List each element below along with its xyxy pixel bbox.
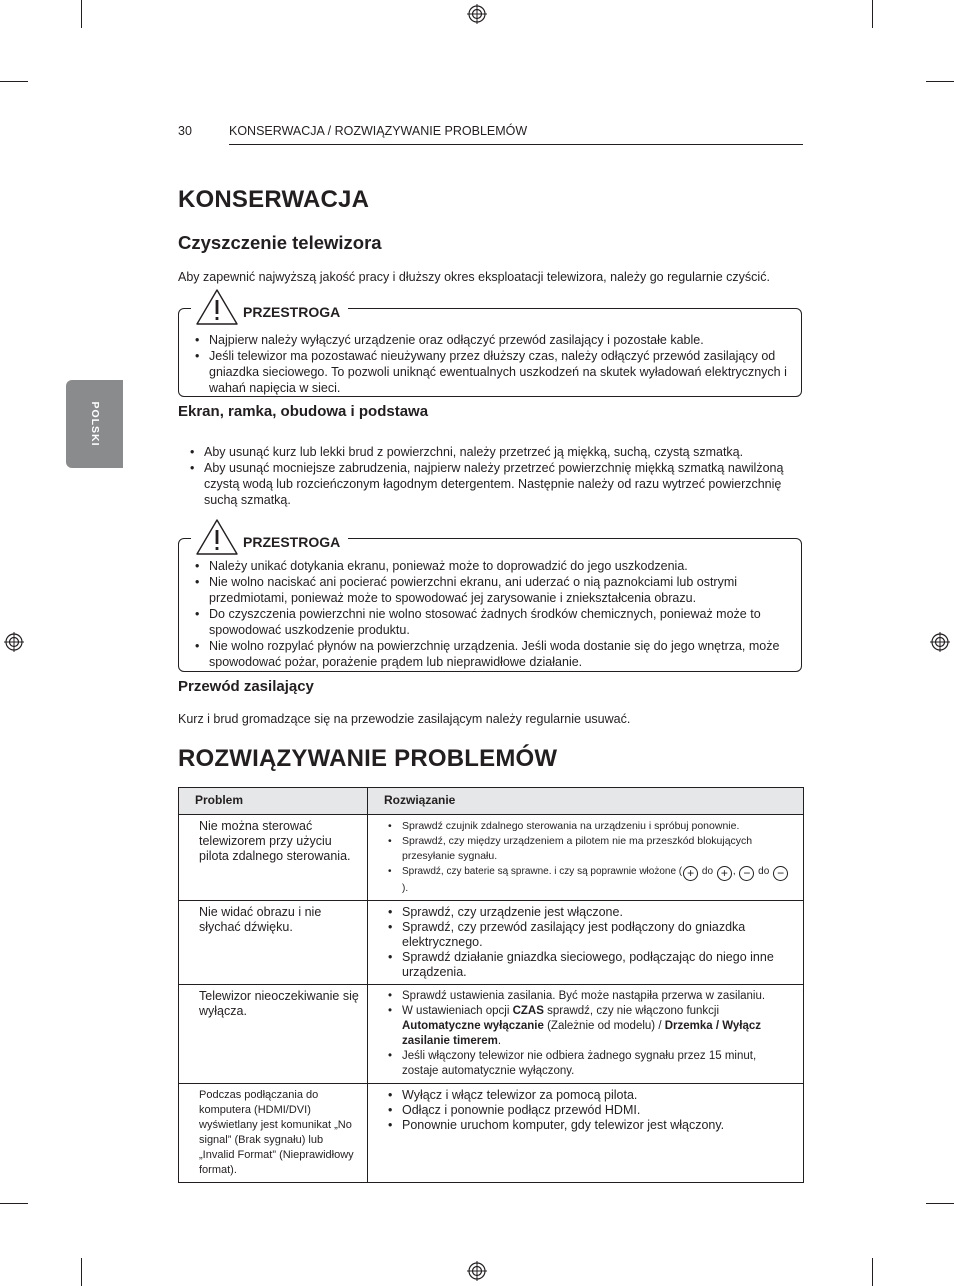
caution-list	[195, 558, 791, 670]
warning-icon	[195, 518, 239, 556]
caution-header	[191, 519, 348, 555]
crop-mark	[0, 1203, 28, 1204]
caution-list	[195, 332, 791, 396]
caution-header	[191, 289, 348, 325]
crop-mark	[926, 81, 954, 82]
list-item: • Sprawdź, czy między urządzeniem a pilotem nie ma przeszkód blokujących przesyłanie sygnału.	[388, 834, 793, 864]
power-cord-text: Kurz i brud gromadzące się na przewodzie zasilającym należy regularnie usuwać.	[178, 712, 631, 726]
list-item: • Aby usunąć kurz lub lekki brud z powierzchni, należy przetrzeć ją miękką, suchą, czystą szmatką.	[190, 444, 800, 460]
solution-list	[388, 989, 793, 1079]
minus-icon: −	[739, 866, 754, 881]
list-item: • Sprawdź ustawienia zasilania. Być może nastąpiła przerwa w zasilaniu.	[388, 989, 793, 1004]
list-item: • Ponownie uruchom komputer, gdy telewizor jest włączony.	[388, 1118, 793, 1133]
power-cord-title: Przewód zasilający	[178, 678, 314, 695]
page-number: 30	[178, 124, 192, 138]
column-header-solution: Rozwiązanie	[368, 788, 804, 815]
registration-mark-icon	[930, 632, 950, 652]
list-item	[388, 1004, 793, 1049]
to-word: do	[758, 866, 770, 877]
to-word: do	[701, 866, 714, 877]
time-option: CZAS	[512, 1005, 544, 1017]
list-item: • Jeśli włączony telewizor nie odbiera żadnego sygnału przez 15 minut, zostaje automatycznie wyłączony.	[388, 1049, 793, 1079]
solution-list	[388, 819, 793, 896]
column-header-problem: Problem	[179, 788, 368, 815]
warning-icon	[195, 288, 239, 326]
list-item: • Sprawdź, czy urządzenie jest włączone.	[388, 905, 793, 920]
running-title: KONSERWACJA / ROZWIĄZYWANIE PROBLEMÓW	[229, 124, 528, 138]
registration-mark-icon	[467, 1261, 487, 1281]
registration-mark-icon	[4, 632, 24, 652]
crop-mark	[872, 1258, 873, 1286]
screen-section-title: Ekran, ramka, obudowa i podstawa	[178, 403, 429, 420]
troubleshooting-title: ROZWIĄZYWANIE PROBLEMÓW	[178, 745, 558, 772]
caution-box	[178, 534, 802, 672]
caution-label: PRZESTROGA	[243, 304, 341, 320]
table-row	[179, 901, 804, 985]
list-item: • Aby usunąć mocniejsze zabrudzenia, najpierw należy przetrzeć powierzchnię miękką szmatką nawilżoną czystą wodą lub rozcieńczonym łagodnym detergentem. Następnie należy od razu wytrzeć powierzchnię suchą szmatką.	[190, 460, 800, 508]
battery-text-end: ).	[402, 883, 409, 894]
list-item: • Sprawdź działanie gniazdka sieciowego, podłączając do niego inne urządzenia.	[388, 950, 793, 980]
crop-mark	[81, 1258, 82, 1286]
solution-cell	[368, 1084, 804, 1183]
solution-cell	[368, 901, 804, 985]
crop-mark	[872, 0, 873, 28]
auto-off-option: Automatyczne wyłączanie	[402, 1020, 544, 1032]
header-rule	[229, 144, 803, 145]
sleep-timer-option: Drzemka / Wyłącz zasilanie timerem	[402, 1020, 762, 1047]
list-item: • Do czyszczenia powierzchni nie wolno stosować żadnych środków chemicznych, ponieważ może to spowodować uszkodzenie produktu.	[195, 606, 791, 638]
language-tab-label: POLSKI	[88, 401, 101, 447]
table-row	[179, 1084, 804, 1183]
table-row	[179, 815, 804, 901]
crop-mark	[0, 81, 28, 82]
solution-cell	[368, 985, 804, 1084]
solution-cell	[368, 815, 804, 901]
problem-cell: Podczas podłączania do komputera (HDMI/DVI) wyświetlany jest komunikat „No signal” (Brak sygnału) lub „Invalid Format” (Nieprawidłowy format).	[179, 1084, 368, 1183]
table-header-row	[179, 788, 804, 815]
crop-mark	[81, 0, 82, 28]
problem-cell: Nie można sterować telewizorem przy użyciu pilota zdalnego sterowania.	[179, 815, 368, 901]
timer-text: W ustawieniach opcji	[402, 1005, 510, 1017]
list-item: • Wyłącz i włącz telewizor za pomocą pilota.	[388, 1088, 793, 1103]
language-tab	[66, 380, 123, 468]
list-item: • Sprawdź, czy baterie są sprawne. i czy są poprawnie włożone ( + do + , − do −).	[388, 864, 793, 896]
screen-list	[190, 444, 800, 508]
caution-label: PRZESTROGA	[243, 534, 341, 550]
list-item: • Sprawdź, czy przewód zasilający jest podłączony do gniazdka elektrycznego.	[388, 920, 793, 950]
minus-icon: −	[773, 866, 788, 881]
problem-cell: Nie widać obrazu i nie słychać dźwięku.	[179, 901, 368, 985]
caution-box	[178, 304, 802, 397]
list-item: • Sprawdź czujnik zdalnego sterowania na urządzeniu i spróbuj ponownie.	[388, 819, 793, 834]
maintenance-title: KONSERWACJA	[178, 186, 370, 213]
plus-icon: +	[683, 866, 698, 881]
cleaning-intro: Aby zapewnić najwyższą jakość pracy i dłuższy okres eksploatacji telewizora, należy go regularnie czyścić.	[178, 270, 770, 284]
timer-text-end: .	[497, 1035, 502, 1047]
list-item: • Nie wolno naciskać ani pocierać powierzchni ekranu, ani uderzać o nią paznokciami lub ostrymi przedmiotami, ponieważ może to spowodować jej zarysowanie i zniekształcenia obrazu.	[195, 574, 791, 606]
timer-text: sprawdź, czy nie włączono funkcji	[547, 1005, 720, 1017]
timer-text: (Zależnie od modelu) /	[547, 1020, 662, 1032]
registration-mark-icon	[467, 4, 487, 24]
troubleshooting-table	[178, 787, 804, 1183]
battery-text: Sprawdź, czy baterie są sprawne. i czy są poprawnie włożone (	[402, 866, 683, 877]
table-row	[179, 985, 804, 1084]
list-item: • Nie wolno rozpylać płynów na powierzchnię urządzenia. Jeśli woda dostanie się do jego wnętrza, może spowodować pożar, porażenie prądem lub nieprawidłowe działanie.	[195, 638, 791, 670]
plus-icon: +	[717, 866, 732, 881]
list-item: • Jeśli telewizor ma pozostawać nieużywany przez dłuższy czas, należy odłączyć przewód zasilający od gniazdka sieciowego. To pozwoli uniknąć ewentualnych uszkodzeń na skutek wyładowań elektrycznych i wahań napięcia w sieci.	[195, 348, 791, 396]
cleaning-title: Czyszczenie telewizora	[178, 232, 382, 253]
list-item: • Odłącz i ponownie podłącz przewód HDMI.	[388, 1103, 793, 1118]
solution-list	[388, 905, 793, 980]
problem-cell: Telewizor nieoczekiwanie się wyłącza.	[179, 985, 368, 1084]
crop-mark	[926, 1203, 954, 1204]
list-item: • Należy unikać dotykania ekranu, ponieważ może to doprowadzić do jego uszkodzenia.	[195, 558, 791, 574]
list-item: • Najpierw należy wyłączyć urządzenie oraz odłączyć przewód zasilający i pozostałe kable.	[195, 332, 791, 348]
solution-list	[388, 1088, 793, 1133]
